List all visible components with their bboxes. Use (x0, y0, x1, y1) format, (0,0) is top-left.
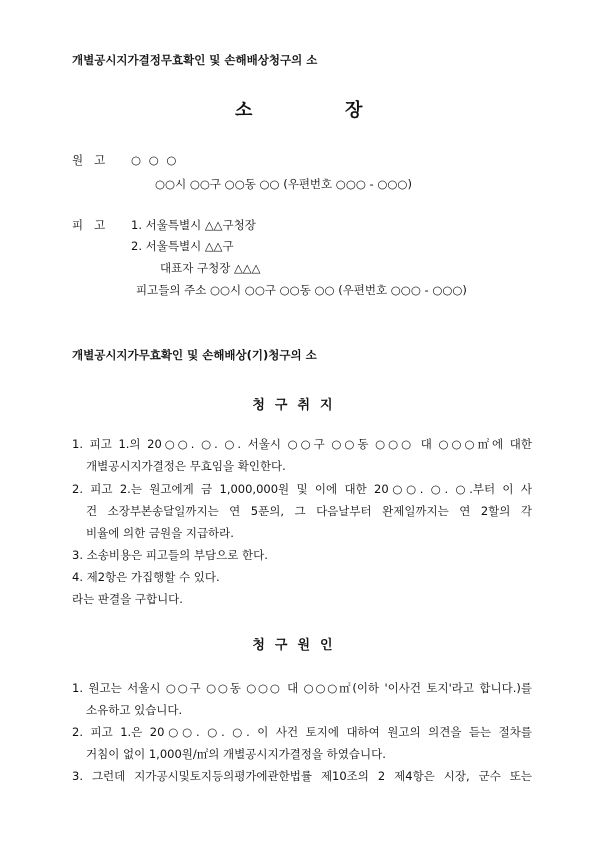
case-name: 개별공시지가무효확인 및 손해배상(기)청구의 소 (72, 348, 317, 362)
claim-purpose-line: 건 소장부본송달일까지는 연 5푼의, 그 다음날부터 완제일까지는 연 2할의 각 (86, 504, 532, 518)
claim-cause-line: 소유하고 있습니다. (86, 703, 183, 717)
claim-cause-line: 3. 그런데 지가공시및토지등의평가에관한법률 제10조의 2 제4항은 시장, 군수 또는 (72, 769, 532, 783)
claim-purpose-line: 라는 판결을 구합니다. (72, 592, 183, 606)
defendant-address: 피고들의 주소 ○○시 ○○구 ○○동 ○○ (우편번호 ○○○ - ○○○) (136, 283, 467, 297)
title-char-1: 소 (235, 100, 253, 121)
claim-cause-line: 1. 원고는 서울시 ○○구 ○○동 ○○○ 대 ○○○㎡(이하 '이사건 토지'라고 합니다.)를 (72, 681, 532, 695)
plaintiff-address: ○○시 ○○구 ○○동 ○○ (우편번호 ○○○ - ○○○) (155, 177, 412, 191)
claim-cause-line: 2. 피고 1.은 20○○. ○. ○. 이 사건 토지에 대하여 원고의 의견을 듣는 절차를 (72, 725, 532, 739)
defendant-item-1: 1. 서울특별시 △△구청장 (131, 218, 256, 232)
claim-purpose-heading: 청구취지 (252, 398, 343, 413)
claim-purpose-line: 3. 소송비용은 피고들의 부담으로 한다. (72, 548, 268, 562)
claim-purpose-line: 비율에 의한 금원을 지급하라. (86, 526, 234, 540)
claim-cause-line: 거침이 없이 1,000원/㎡의 개별공시지가결정을 하였습니다. (86, 747, 386, 761)
defendant-representative: 대표자 구청장 △△△ (160, 261, 261, 275)
claim-purpose-line: 1. 피고 1.의 20○○. ○. ○. 서울시 ○○구 ○○동 ○○○ 대 ○○○㎡에 대한 (72, 437, 532, 451)
claim-cause-heading: 청구원인 (252, 638, 343, 653)
claim-purpose-line: 개별공시지가결정은 무효임을 확인한다. (86, 459, 286, 473)
defendant-item-2: 2. 서울특별시 △△구 (131, 239, 234, 253)
document-heading: 개별공시지가결정무효확인 및 손해배상청구의 소 (72, 53, 318, 67)
plaintiff-label: 원 고 (72, 153, 106, 167)
document-title (0, 96, 595, 120)
plaintiff-name: ○ ○ ○ (131, 153, 177, 167)
claim-purpose-line: 2. 피고 2.는 원고에게 금 1,000,000원 및 이에 대한 20○○. ○. ○.부터 이 사 (72, 482, 532, 496)
title-char-2: 장 (345, 100, 363, 121)
defendant-label: 피 고 (72, 218, 106, 232)
claim-purpose-line: 4. 제2항은 가집행할 수 있다. (72, 570, 220, 584)
